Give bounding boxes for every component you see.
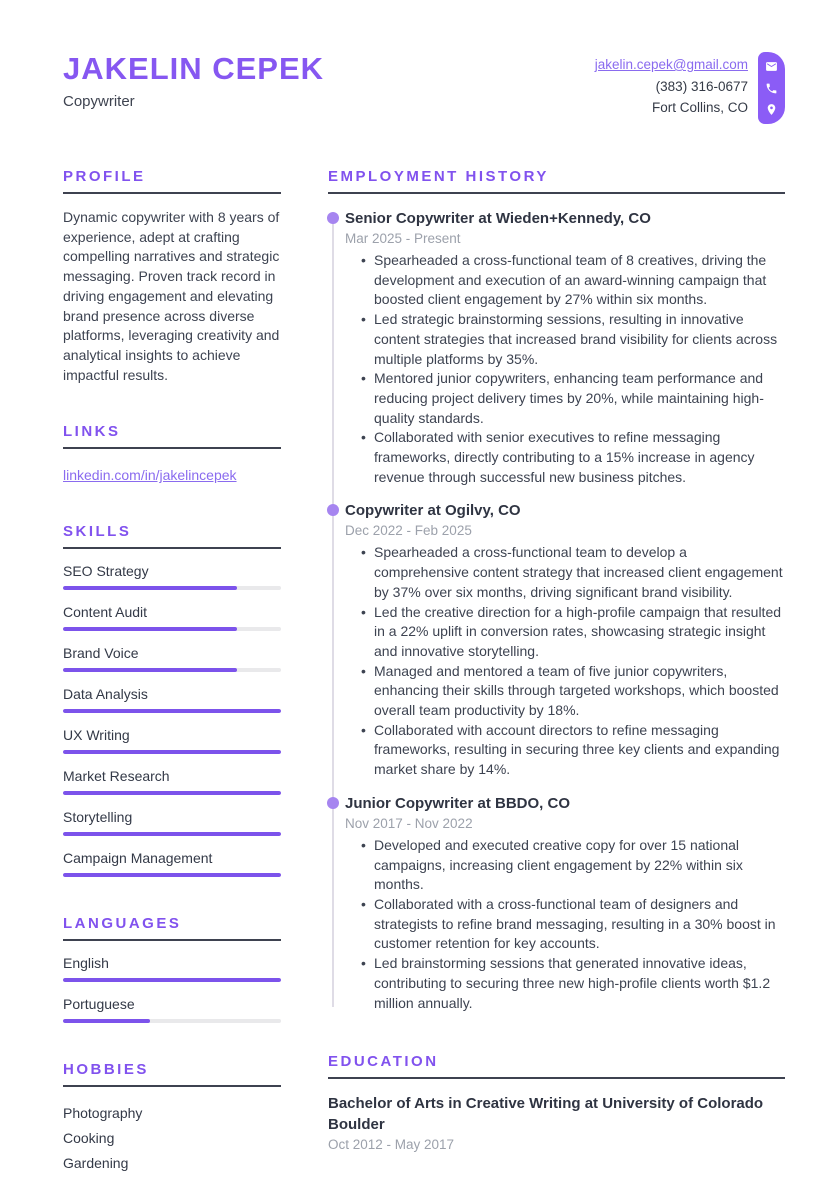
language-bar-fill	[63, 1019, 150, 1023]
job-dates: Dec 2022 - Feb 2025	[345, 523, 472, 539]
languages-heading: LANGUAGES	[63, 915, 281, 941]
location-text: Fort Collins, CO	[651, 100, 748, 115]
location-icon	[765, 103, 778, 116]
links-heading: LINKS	[63, 423, 281, 449]
job-bullets	[361, 251, 785, 487]
linkedin-link[interactable]: linkedin.com/in/jakelincepek	[63, 467, 237, 484]
language-label: Portuguese	[63, 996, 135, 1013]
language-item	[63, 955, 281, 982]
skill-label: UX Writing	[63, 727, 130, 744]
profile-section	[63, 168, 281, 385]
hobby-item: Photography	[63, 1105, 143, 1122]
links-section	[63, 423, 281, 485]
timeline-dot-icon	[327, 797, 339, 809]
employment-timeline	[328, 208, 785, 1013]
job-bullets	[361, 543, 785, 779]
skill-label: Content Audit	[63, 604, 148, 621]
skill-bar-fill	[63, 627, 237, 631]
language-bar	[63, 978, 281, 982]
job-entry	[345, 208, 785, 487]
education-title: Bachelor of Arts in Creative Writing at University of Colorado Boulder	[328, 1095, 764, 1134]
skill-label: Data Analysis	[63, 686, 148, 703]
education-heading: EDUCATION	[328, 1053, 785, 1079]
hobbies-heading: HOBBIES	[63, 1061, 281, 1087]
phone-icon	[765, 82, 778, 95]
job-dates: Nov 2017 - Nov 2022	[345, 815, 473, 831]
skill-item	[63, 686, 281, 713]
language-bar	[63, 1019, 281, 1023]
skill-bar	[63, 668, 281, 672]
education-section	[328, 1053, 785, 1152]
skill-bar	[63, 750, 281, 754]
job-bullet: • Spearheaded a cross-functional team of 8 creatives, driving the development and execution of an award-winning campaign that boosted client engagement by 27% within six months.	[361, 251, 785, 310]
hobbies-section	[63, 1061, 281, 1176]
skill-item	[63, 645, 281, 672]
profile-text: Dynamic copywriter with 8 years of experience, adept at crafting compelling narratives and strategic messaging. Proven track record in driving engagement and elevating brand presence across diverse platforms, leveraging creativity and analytical insights to achieve impactful results.	[63, 209, 280, 383]
email-link[interactable]: jakelin.cepek@gmail.com	[594, 57, 748, 72]
job-bullet: • Led the creative direction for a high-profile campaign that resulted in a 22% uplift in conversion rates, showcasing strategic insight and innovative storytelling.	[361, 603, 785, 662]
language-item	[63, 996, 281, 1023]
timeline-dot-icon	[327, 212, 339, 224]
skill-label: Campaign Management	[63, 850, 213, 867]
timeline-line	[332, 218, 334, 1007]
education-entry	[328, 1093, 785, 1152]
languages-section	[63, 915, 281, 1023]
job-entry	[345, 793, 785, 1013]
skill-bar-fill	[63, 791, 281, 795]
job-bullet: • Collaborated with account directors to refine messaging frameworks, resulting in securing three key clients and expanding market share by 14%.	[361, 721, 785, 780]
employment-heading: EMPLOYMENT HISTORY	[328, 168, 785, 194]
language-label: English	[63, 955, 109, 972]
skill-bar-fill	[63, 832, 281, 836]
job-title: Senior Copywriter at Wieden+Kennedy, CO	[345, 210, 651, 227]
job-bullets	[361, 836, 785, 1013]
job-entry	[345, 500, 785, 779]
skill-bar-fill	[63, 668, 237, 672]
job-bullet: • Mentored junior copywriters, enhancing team performance and reducing project delivery times by 20%, while maintaining high-quality standards.	[361, 369, 785, 428]
job-title: Copywriter at Ogilvy, CO	[345, 502, 521, 520]
contact-block	[595, 52, 785, 124]
main-content	[328, 168, 785, 1176]
skill-bar-fill	[63, 750, 281, 754]
phone-number: (383) 316-0677	[655, 78, 748, 94]
skill-bar	[63, 627, 281, 631]
skill-bar	[63, 791, 281, 795]
skill-item	[63, 727, 281, 754]
email-icon	[765, 60, 778, 73]
timeline-dot-icon	[327, 504, 339, 516]
job-bullet: • Collaborated with senior executives to refine messaging frameworks, directly contributing to a 15% increase in agency revenue through successful new business pitches.	[361, 428, 785, 487]
skill-bar-fill	[63, 709, 281, 713]
profile-heading: PROFILE	[63, 168, 281, 194]
header	[63, 52, 785, 124]
identity-block	[63, 52, 324, 110]
skill-bar	[63, 832, 281, 836]
contact-icon-bar	[758, 52, 785, 124]
skill-label: Market Research	[63, 768, 170, 785]
job-bullet: • Collaborated with a cross-functional team of designers and strategists to refine brand messaging, resulting in a 30% boost in customer retention for key accounts.	[361, 895, 785, 954]
job-bullet: • Led brainstorming sessions that generated innovative ideas, contributing to securing three new high-profile clients worth $1.2 million annually.	[361, 954, 785, 1013]
skill-item	[63, 768, 281, 795]
skill-bar-fill	[63, 873, 281, 877]
job-bullet: • Managed and mentored a team of five junior copywriters, enhancing their skills through targeted workshops, which boosted overall team productivity by 18%.	[361, 662, 785, 721]
job-bullet: • Spearheaded a cross-functional team to develop a comprehensive content strategy that increased client engagement by 37% over six months, driving significant brand visibility.	[361, 543, 785, 602]
skills-section	[63, 523, 281, 877]
skill-bar	[63, 586, 281, 590]
person-job-title: Copywriter	[63, 93, 135, 111]
language-bar-fill	[63, 978, 281, 982]
hobby-item: Cooking	[63, 1130, 115, 1147]
job-bullet: • Developed and executed creative copy for over 15 national campaigns, increasing client engagement by 22% within six months.	[361, 836, 785, 895]
skill-item	[63, 563, 281, 590]
employment-section	[328, 168, 785, 1013]
skill-bar	[63, 873, 281, 877]
job-dates: Mar 2025 - Present	[345, 231, 461, 246]
skills-heading: SKILLS	[63, 523, 281, 549]
skill-label: Brand Voice	[63, 645, 139, 662]
person-name: JAKELIN CEPEK	[63, 51, 325, 86]
skill-item	[63, 809, 281, 836]
job-bullet: • Led strategic brainstorming sessions, resulting in innovative content strategies that increased brand visibility for clients across multiple platforms by 35%.	[361, 310, 785, 369]
sidebar	[63, 168, 281, 1176]
skill-label: SEO Strategy	[63, 563, 149, 580]
education-dates: Oct 2012 - May 2017	[328, 1137, 455, 1153]
contact-lines	[595, 52, 748, 119]
hobby-item: Gardening	[63, 1155, 129, 1172]
skill-bar-fill	[63, 586, 237, 590]
job-title: Junior Copywriter at BBDO, CO	[345, 794, 571, 812]
skill-label: Storytelling	[63, 809, 133, 826]
skill-item	[63, 604, 281, 631]
skill-bar	[63, 709, 281, 713]
skill-item	[63, 850, 281, 877]
